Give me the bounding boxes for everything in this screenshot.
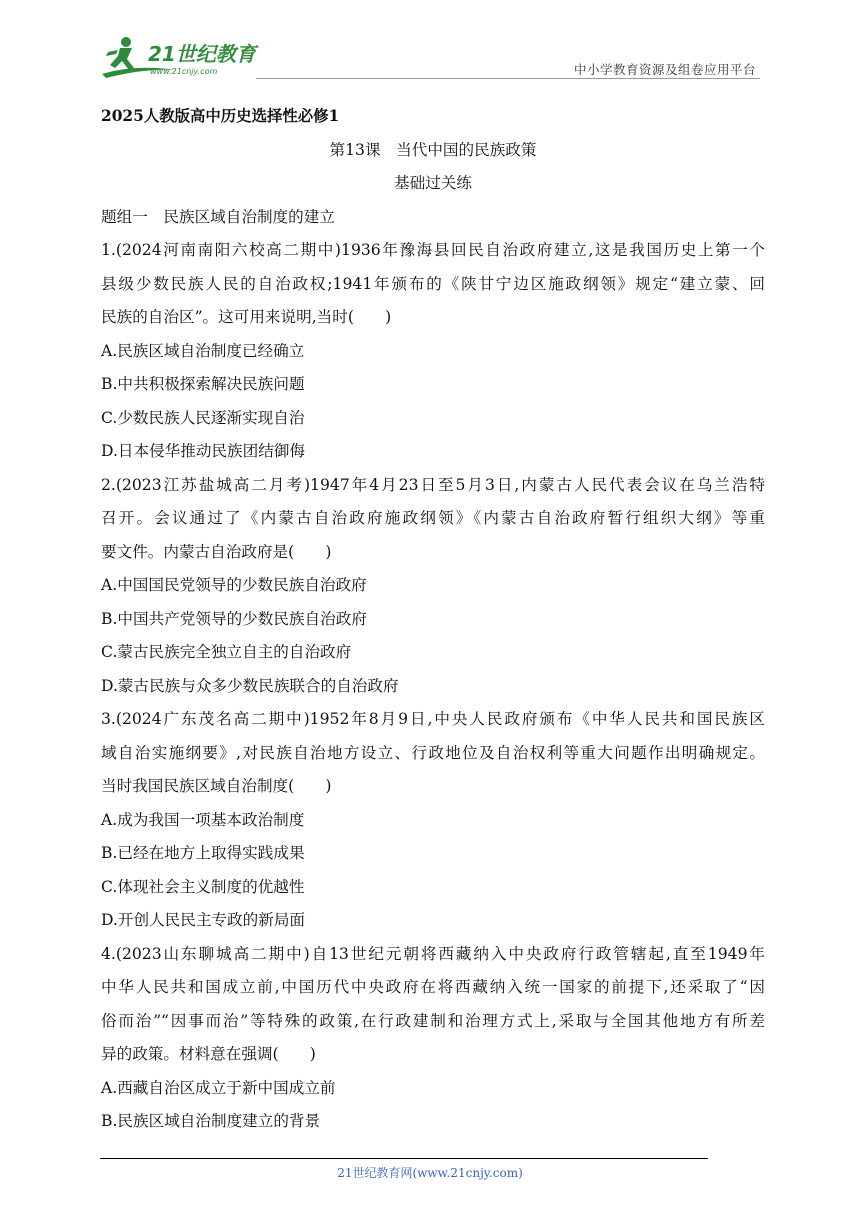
option-b: B.民族区域自治制度建立的背景 [101, 1112, 321, 1130]
question-1 [101, 234, 765, 469]
platform-name: 中小学教育资源及组卷应用平台 [573, 62, 756, 77]
option-a: A.中国国民党领导的少数民族自治政府 [101, 576, 367, 594]
option-c: C.体现社会主义制度的优越性 [101, 877, 305, 896]
option-d: D.日本侵华推动民族团结御侮 [101, 442, 306, 460]
question-group-title: 题组一 民族区域自治制度的建立 [101, 207, 335, 226]
question-text-line: 当时我国民族区域自治制度( ) [101, 777, 332, 795]
option-a: A.民族区域自治制度已经确立 [101, 341, 305, 360]
logo-text: 21世纪教育 [148, 42, 256, 66]
option-c: C.少数民族人民逐渐实现自治 [101, 408, 305, 427]
question-text-line: 召开。会议通过了《内蒙古自治政府施政纲领》《内蒙古自治政府暂行组织大纲》等重 [101, 509, 765, 527]
option-b: B.已经在地方上取得实践成果 [101, 844, 305, 862]
option-c: C.蒙古民族完全独立自主的自治政府 [101, 643, 352, 661]
question-text-line: 1.(2024河南南阳六校高二期中)1936年豫海县回民自治政府建立,这是我国历史上第一个 [101, 241, 765, 259]
question-text-line: 异的政策。材料意在强调( ) [101, 1045, 316, 1063]
footer-divider [100, 1158, 708, 1159]
footer-link[interactable]: 21世纪教育网(www.21cnjy.com) [337, 1166, 523, 1180]
question-4 [101, 938, 765, 1139]
question-3 [101, 703, 765, 938]
question-text-line: 3.(2024广东茂名高二期中)1952年8月9日,中央人民政府颁布《中华人民共和国民族区 [101, 710, 765, 728]
question-text-line: 4.(2023山东聊城高二期中)自13世纪元朝将西藏纳入中央政府行政管辖起,直至1949年 [101, 944, 765, 963]
section-title: 基础过关练 [394, 174, 472, 192]
question-text-line: 域自治实施纲要》,对民族自治地方设立、行政地位及自治权利等重大问题作出明确规定。 [101, 743, 765, 762]
header-divider [256, 78, 760, 79]
option-d: D.开创人民民主专政的新局面 [101, 911, 306, 929]
lesson-title: 第13课 当代中国的民族政策 [329, 140, 537, 159]
question-text-line: 县级少数民族人民的自治政权;1941年颁布的《陕甘宁边区施政纲领》规定“建立蒙、回 [101, 274, 765, 293]
option-d: D.蒙古民族与众多少数民族联合的自治政府 [101, 676, 399, 695]
option-a: A.西藏自治区成立于新中国成立前 [101, 1078, 336, 1097]
question-text-line: 2.(2023江苏盐城高二月考)1947年4月23日至5月3日,内蒙古人民代表会议在乌兰浩特 [101, 475, 765, 494]
question-text-line: 中华人民共和国成立前,中国历代中央政府在将西藏纳入统一国家的前提下,还采取了“因 [101, 978, 765, 996]
question-text-line: 民族的自治区”。这可用来说明,当时( ) [101, 308, 392, 326]
option-b: B.中国共产党领导的少数民族自治政府 [101, 609, 367, 628]
page-header [96, 30, 760, 80]
question-text-line: 俗而治”“因事而治”等特殊的政策,在行政建制和治理方式上,采取与全国其他地方有所差 [101, 1011, 765, 1030]
option-a: A.成为我国一项基本政治制度 [101, 810, 305, 829]
document-title: 2025人教版高中历史选择性必修1 [101, 107, 340, 125]
logo-url: www.21cnjy.com [150, 67, 218, 76]
question-text-line: 要文件。内蒙古自治政府是( ) [101, 542, 332, 561]
logo [96, 34, 266, 78]
question-2 [101, 469, 765, 704]
document-body [101, 100, 765, 1139]
option-b: B.中共积极探索解决民族问题 [101, 375, 305, 393]
